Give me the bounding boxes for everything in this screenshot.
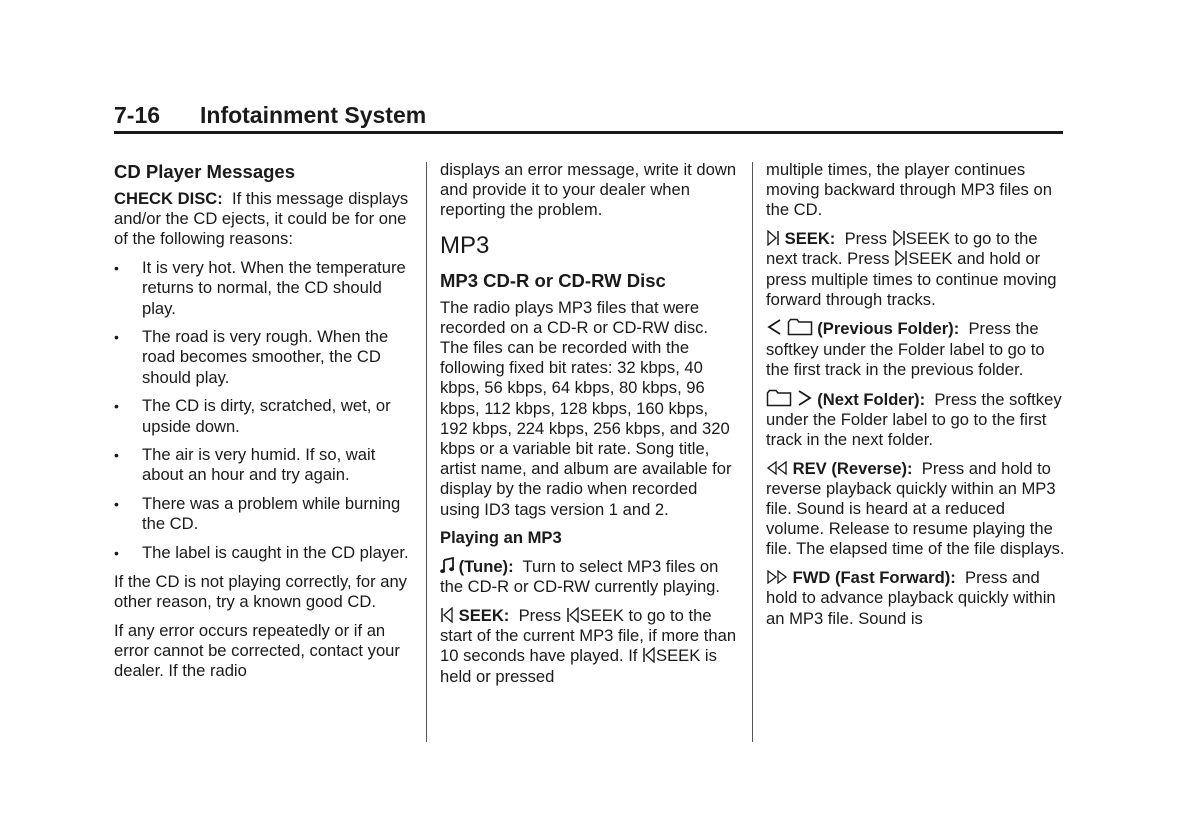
playing-mp3-heading: Playing an MP3: [440, 528, 562, 548]
continued-paragraph: multiple times, the player continues moving backward through MP3 files on the CD.: [766, 160, 1052, 220]
chevron-left-icon: [766, 318, 782, 336]
previous-folder-paragraph: (Previous Folder): Press the softkey under the Folder label to go to the first track in the previous folder.: [766, 319, 1045, 379]
seek-back-paragraph: SEEK: Press SEEK to go to the start of the current MP3 file, if more than 10 seconds have played. If SEEK is held or pressed: [440, 605, 737, 686]
tune-label: (Tune):: [458, 557, 514, 577]
column-2: [440, 160, 740, 695]
column-divider: [426, 162, 427, 742]
folder-icon: [787, 318, 813, 336]
list-item: • The road is very rough. When the road becomes smoother, the CD should play.: [114, 327, 389, 387]
bullet-icon: •: [114, 496, 119, 513]
check-disc-label: CHECK DISC:: [114, 189, 223, 208]
check-disc-text: If this message displays and/or the CD ejects, it could be for one of the following reasons:: [114, 189, 409, 249]
column-divider: [752, 162, 753, 742]
fast-forward-icon: [766, 569, 788, 585]
tune-paragraph: [440, 557, 740, 597]
chevron-right-icon: [797, 389, 813, 407]
list-item: • It is very hot. When the temperature returns to normal, the CD should play.: [114, 258, 406, 318]
bullet-icon: •: [114, 329, 119, 346]
reverse-paragraph: REV (Reverse): Press and hold to reverse playback quickly within an MP3 file. Sound is heard at a reduced volume. Release to resume playing the file. The elapsed time of the file displays.: [766, 458, 1065, 559]
seek-back-icon: [642, 647, 656, 663]
mp3-disc-heading: MP3 CD-R or CD-RW Disc: [440, 269, 666, 291]
bullet-icon: •: [114, 447, 119, 464]
list-item: • The label is caught in the CD player.: [114, 543, 409, 563]
next-folder-paragraph: (Next Folder): Press the softkey under the Folder label to go to the first track in the next folder.: [766, 389, 1062, 449]
seek-label: SEEK:: [784, 229, 836, 249]
not-playing-paragraph: If the CD is not playing correctly, for any other reason, try a known good CD.: [114, 571, 407, 611]
bullet-icon: •: [114, 398, 119, 415]
bullet-icon: •: [114, 260, 119, 277]
list-item: • There was a problem while burning the CD.: [114, 494, 401, 534]
rewind-icon: [766, 460, 788, 476]
seek-forward-icon: [892, 230, 906, 246]
seek-forward-icon: [894, 250, 908, 266]
seek-forward-paragraph: SEEK: Press SEEK to go to the next track. Press SEEK and hold or press multiple times to continue moving forward through tracks.: [766, 229, 1057, 309]
section-title: Infotainment System: [200, 102, 427, 128]
music-note-icon: [440, 557, 454, 574]
seek-forward-icon: [766, 230, 780, 246]
page-number: 7-16: [114, 102, 161, 128]
column-3: [766, 160, 1066, 637]
reverse-label: REV (Reverse):: [792, 458, 913, 478]
list-item: • The CD is dirty, scratched, wet, or upside down.: [114, 396, 391, 436]
error-paragraph: If any error occurs repeatedly or if an error cannot be corrected, contact your dealer. If the radio: [114, 620, 400, 681]
bullet-icon: •: [114, 545, 119, 562]
list-item: • The air is very humid. If so, wait about an hour and try again.: [114, 445, 376, 485]
page-header: [114, 101, 1063, 134]
reasons-list: [114, 258, 414, 563]
seek-back-icon: [566, 607, 580, 623]
fast-forward-paragraph: FWD (Fast Forward): Press and hold to advance playback quickly within an MP3 file. Sound is: [766, 568, 1056, 628]
fast-forward-label: FWD (Fast Forward):: [792, 568, 956, 588]
column-1: [114, 160, 414, 690]
check-disc-paragraph: [114, 189, 414, 250]
seek-back-icon: [440, 607, 454, 623]
next-folder-label: (Next Folder):: [817, 389, 926, 409]
previous-folder-label: (Previous Folder):: [817, 319, 960, 339]
cd-player-messages-heading: CD Player Messages: [114, 161, 295, 182]
seek-label: SEEK:: [458, 605, 510, 625]
continued-paragraph: displays an error message, write it down and provide it to your dealer when reporting the problem.: [440, 160, 737, 220]
mp3-disc-paragraph: The radio plays MP3 files that were recorded on a CD-R or CD-RW disc. The files can be recorded with the following fixed bit rates: 32 kbps, 40 kbps, 56 kbps, 64 kbps, 80 kbps, 96 kbps, 112 kbps, 128 kbps, 160 kbps, 192 kbps, 224 kbps, 256 kbps, and 320 kbps or a variable bit rate. Song title, artist name, and album are available for display by the radio when recorded using ID3 tags version 1 and 2.: [440, 297, 732, 519]
folder-icon: [766, 389, 792, 407]
tune-text: Turn to select MP3 files on the CD-R or CD-RW currently playing.: [440, 557, 721, 597]
mp3-heading: MP3: [440, 231, 490, 259]
